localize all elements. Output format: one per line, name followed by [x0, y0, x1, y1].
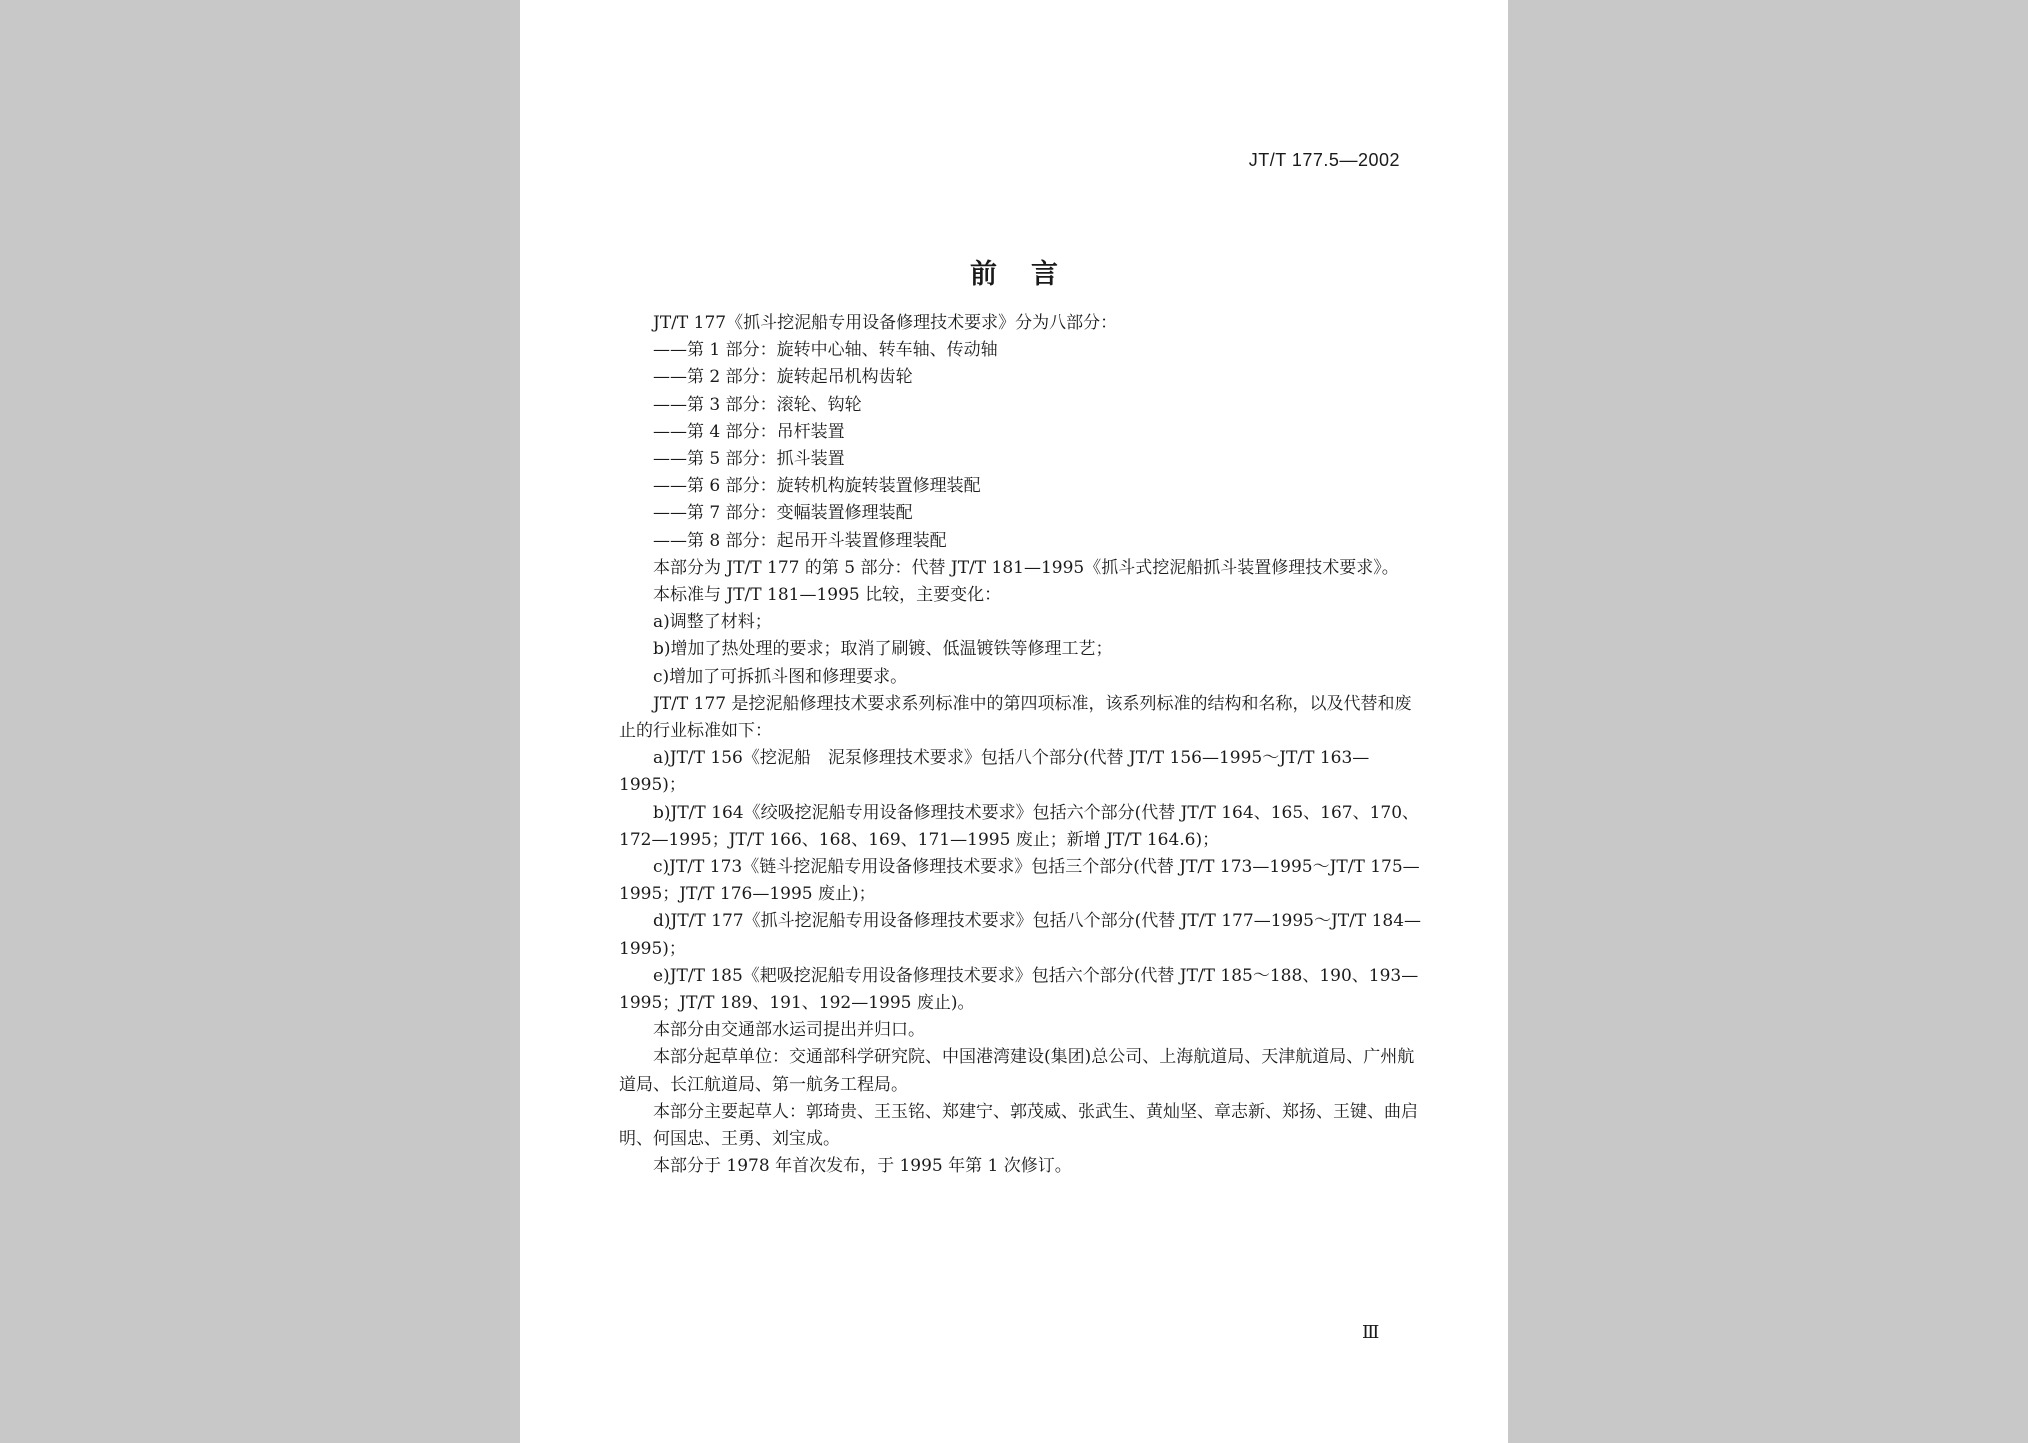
list-item: b)增加了热处理的要求；取消了刷镀、低温镀铁等修理工艺； — [653, 639, 1113, 660]
list-item: ——第 2 部分：旋转起吊机构齿轮 — [653, 367, 913, 388]
list-item: a)调整了材料； — [653, 612, 772, 633]
list-item: ——第 4 部分：吊杆装置 — [653, 421, 845, 442]
paragraph: 本部分为 JT/T 177 的第 5 部分：代替 JT/T 181—1995《抓斗式挖泥船抓斗装置修理技术要求》。 — [653, 557, 1399, 578]
list-item: a)JT/T 156《挖泥船 泥泵修理技术要求》包括八个部分(代替 JT/T 156—1995～JT/T 163—1995)； — [619, 748, 1370, 796]
list-item: ——第 8 部分：起吊开斗装置修理装配 — [653, 530, 947, 551]
paragraph: 本部分主要起草人：郭琦贵、王玉铭、郑建宁、郭茂威、张武生、黄灿坚、章志新、郑扬、王键、曲启明、何国忠、王勇、刘宝成。 — [619, 1101, 1418, 1150]
paragraph: JT/T 177《抓斗挖泥船专用设备修理技术要求》分为八部分： — [653, 313, 1118, 333]
list-item: ——第 6 部分：旋转机构旋转装置修理装配 — [653, 476, 981, 497]
list-item: ——第 5 部分：抓斗装置 — [653, 449, 845, 470]
paragraph: JT/T 177 是挖泥船修理技术要求系列标准中的第四项标准，该系列标准的结构和名称，以及代替和废止的行业标准如下： — [619, 693, 1412, 742]
paragraph: 本标准与 JT/T 181—1995 比较，主要变化： — [653, 585, 1002, 606]
list-item: c)增加了可拆抓斗图和修理要求。 — [653, 666, 908, 687]
page-number: Ⅲ — [1362, 1322, 1380, 1343]
standard-code: JT/T 177.5—2002 — [1248, 150, 1400, 170]
list-item: ——第 3 部分：滚轮、钩轮 — [653, 394, 862, 415]
page-title: 前言 — [970, 259, 1092, 290]
document-body — [619, 310, 1427, 1181]
list-item: ——第 1 部分：旋转中心轴、转车轴、传动轴 — [653, 340, 998, 361]
list-item: c)JT/T 173《链斗挖泥船专用设备修理技术要求》包括三个部分(代替 JT/T 173—1995～JT/T 175—1995；JT/T 176—1995 废止)； — [619, 857, 1420, 905]
paragraph: 本部分由交通部水运司提出并归口。 — [653, 1020, 925, 1041]
list-item: b)JT/T 164《绞吸挖泥船专用设备修理技术要求》包括六个部分(代替 JT/T 164、165、167、170、172—1995；JT/T 166、168、169、171—1995 废止；新增 JT/T 164.6)； — [619, 802, 1420, 850]
list-item: e)JT/T 185《耙吸挖泥船专用设备修理技术要求》包括六个部分(代替 JT/T 185～188、190、193—1995；JT/T 189、191、192—1995 废止)。 — [619, 965, 1419, 1014]
list-item: ——第 7 部分：变幅装置修理装配 — [653, 503, 913, 524]
document-page — [520, 0, 1508, 1443]
paragraph: 本部分起草单位：交通部科学研究院、中国港湾建设(集团)总公司、上海航道局、天津航道局、广州航道局、长江航道局、第一航务工程局。 — [619, 1047, 1415, 1095]
list-item: d)JT/T 177《抓斗挖泥船专用设备修理技术要求》包括八个部分(代替 JT/T 177—1995～JT/T 184—1995)； — [619, 911, 1422, 959]
paragraph: 本部分于 1978 年首次发布，于 1995 年第 1 次修订。 — [653, 1156, 1072, 1177]
